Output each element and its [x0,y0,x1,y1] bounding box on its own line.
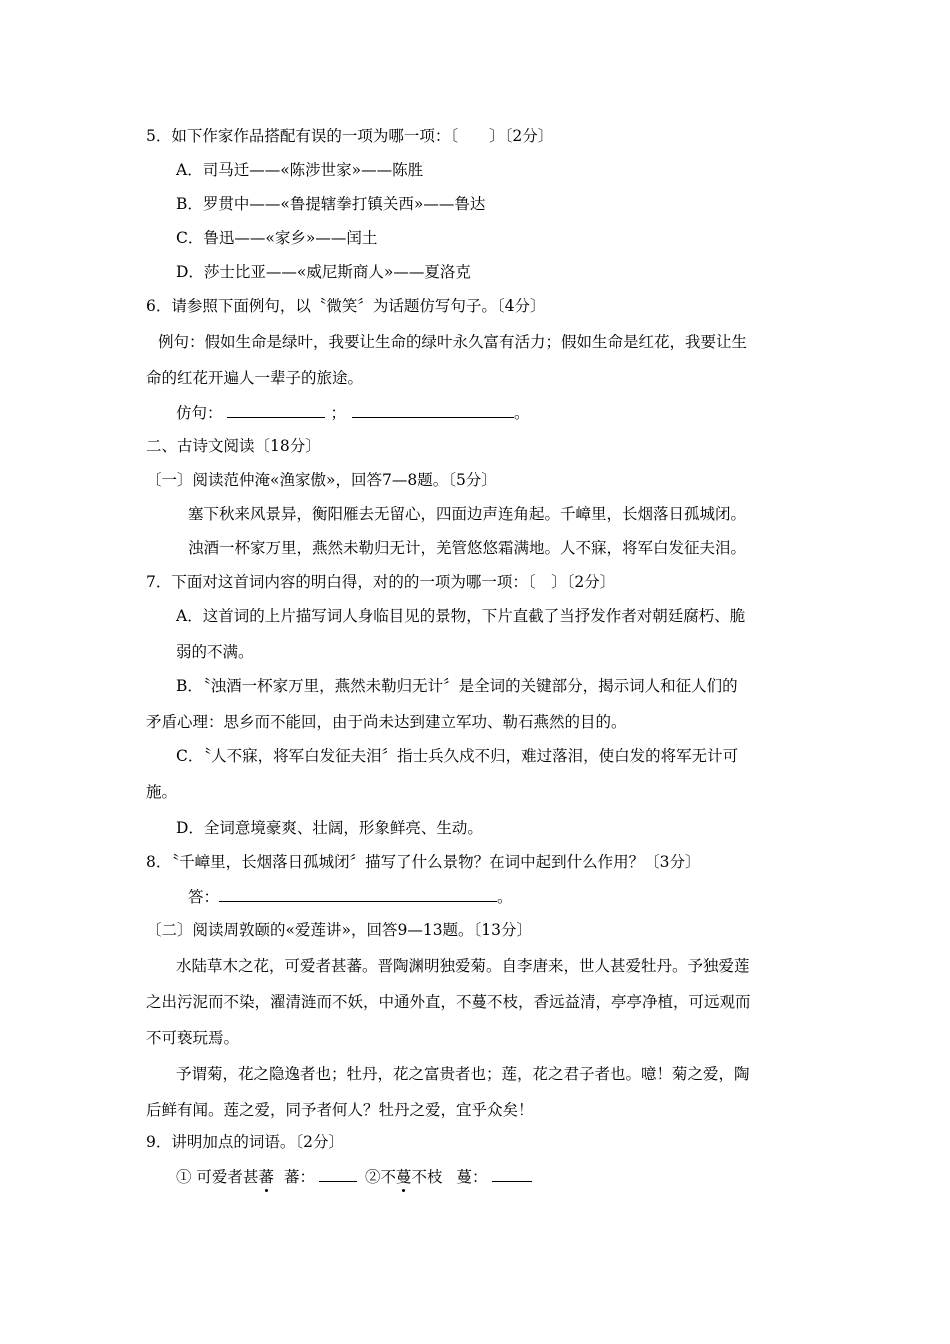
q9-item1-text: ① 可爱者甚 [176,1168,259,1186]
q5-option-c: C．鲁迅——«家乡»——闰土 [176,229,378,247]
q5-stem: 5．如下作家作品搭配有误的一项为哪一项：〔 〕〔2分〕 [146,127,554,145]
q9-item1-dotted-word: 蕃 [258,1168,274,1186]
q7-option-d: D．全词意境豪爽、壮阔，形象鲜亮、生动。 [176,819,483,837]
q6-imitation-row [176,402,530,423]
q7-option-a-line1: A．这首词的上片描写词人身临目见的景物，下片直截了当抒发作者对朝廷腐朽、脆 [176,607,746,625]
q9-item1-label: 蕃： [283,1168,315,1186]
poem-line-2: 浊酒一杯家万里，燕然未勒归无计，羌管悠悠霜满地。人不寐，将军白发征夫泪。 [188,539,747,557]
q7-option-c-line2: 施。 [146,783,178,801]
q6-end: 。 [514,404,530,422]
q8-stem: 8．〝千嶂里，长烟落日孤城闭〞描写了什么景物？在词中起到什么作用？〔3分〕 [146,853,701,871]
passage-p1-line2: 之出污泥而不染，濯清涟而不妖，中通外直，不蔓不枝，香远益清，亭亭净植，可远观而 [146,993,751,1011]
q6-blank-2[interactable] [352,402,514,418]
q9-item2-text-post: 不枝 [411,1168,443,1186]
passage-p2-line2: 后鲜有闻。莲之爱，同予者何人？牡丹之爱，宜乎众矣！ [146,1101,534,1119]
section2-title: 二、古诗文阅读〔18分〕 [146,437,321,455]
q8-answer-row [188,886,513,907]
q9-items-row [176,1166,532,1187]
q7-option-a-line2: 弱的不满。 [176,643,254,661]
q5-option-b: B．罗贯中——«鲁提辖拳打镇关西»——鲁达 [176,195,486,213]
q9-item2-text: ②不 [364,1168,396,1186]
q7-stem: 7．下面对这首词内容的明白得，对的的一项为哪一项：〔 〕〔2分〕 [146,573,616,591]
passage-p1-line1: 水陆草木之花，可爱者甚蕃。晋陶渊明独爱菊。自李唐来，世人甚爱牡丹。予独爱莲 [176,957,750,975]
q7-option-c-line1: C．〝人不寐，将军白发征夫泪〞指士兵久戍不归，难过落泪，使白发的将军无计可 [176,747,739,765]
q5-option-a: A．司马迁——«陈涉世家»——陈胜 [176,161,424,179]
part1-intro: 〔一〕阅读范仲淹«渔家傲»，回答7—8题。〔5分〕 [146,471,497,489]
q8-end: 。 [497,888,513,906]
q9-item2-dotted-word: 蔓 [395,1168,412,1186]
q5-option-d: D．莎士比亚——«威尼斯商人»——夏洛克 [176,263,471,281]
q9-stem: 9．讲明加点的词语。〔2分〕 [146,1133,344,1151]
q6-blank-1[interactable] [227,402,325,418]
q6-example-line2: 命的红花开遍人一辈子的旅途。 [146,369,364,387]
part2-intro: 〔二〕阅读周敦颐的«爱莲讲»，回答9—13题。〔13分〕 [146,921,533,939]
passage-p2-line1: 予谓菊，花之隐逸者也；牡丹，花之富贵者也；莲，花之君子者也。噫！菊之爱，陶 [176,1065,750,1083]
q7-option-b-line2: 矛盾心理：思乡而不能回，由于尚未达到建立军功、勒石燕然的目的。 [146,713,627,731]
q8-answer-blank[interactable] [219,886,497,902]
poem-line-1: 塞下秋来风景异，衡阳雁去无留心，四面边声连角起。千嶂里，长烟落日孤城闭。 [188,505,747,523]
q6-separator: ； [330,404,347,422]
q9-item2-label: 蔓： [456,1168,488,1186]
q8-answer-label: 答： [188,888,220,906]
q7-option-b-line1: B．〝浊酒一杯家万里，燕然未勒归无计〞是全词的关键部分，揭示词人和征人们的 [176,677,738,695]
q9-item2-blank[interactable] [492,1166,532,1182]
q6-example-line1: 例句：假如生命是绿叶，我要让生命的绿叶永久富有活力；假如生命是红花，我要让生 [158,333,748,351]
q6-stem: 6．请参照下面例句，以〝微笑〞为话题仿写句子。〔4分〕 [146,297,546,315]
passage-p1-line3: 不可亵玩焉。 [146,1029,240,1047]
q9-item1-blank[interactable] [319,1166,357,1182]
q6-imitation-label: 仿句： [176,404,223,422]
